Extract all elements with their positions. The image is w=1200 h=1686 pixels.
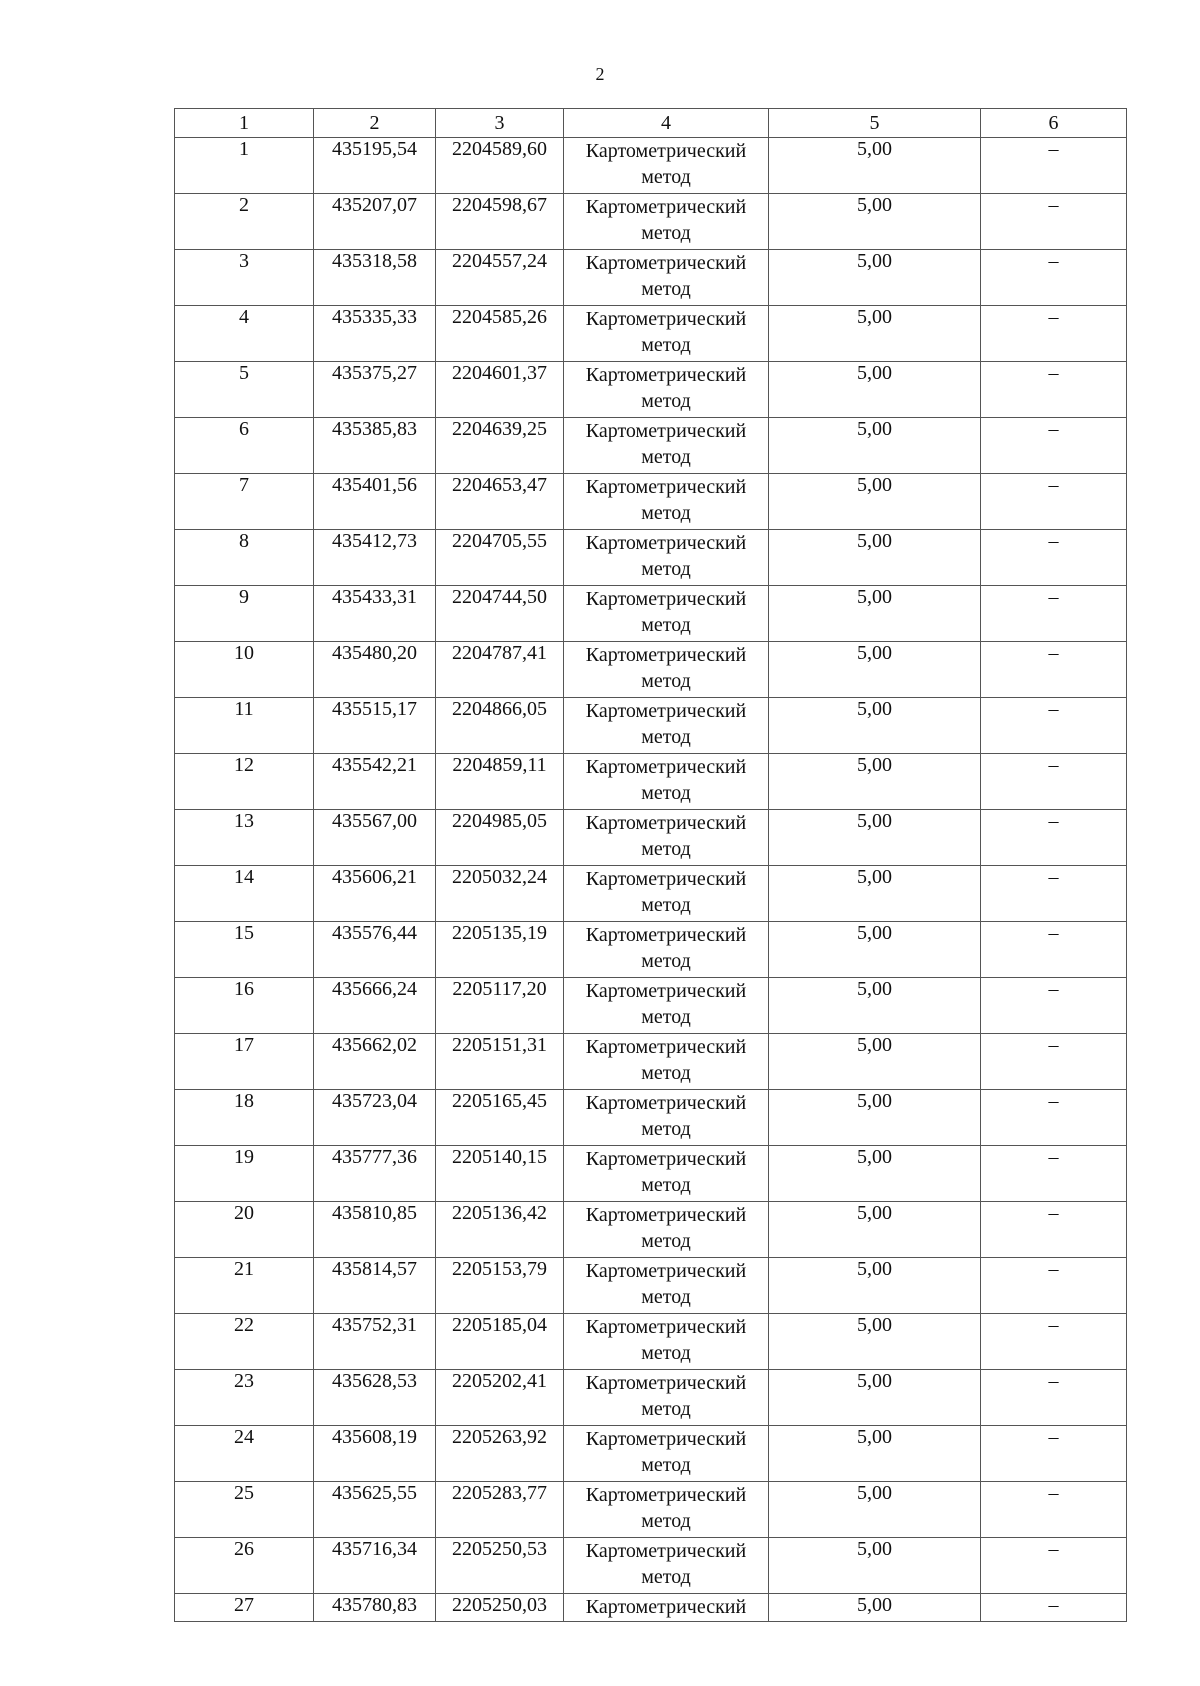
table-row [175,418,1127,474]
y-coordinate-cell: 2204639,25 [436,418,564,474]
method-cell [564,866,769,922]
table-row [175,306,1127,362]
y-coordinate-cell: 2204985,05 [436,810,564,866]
description-cell: – [981,306,1127,362]
accuracy-cell: 5,00 [769,1090,981,1146]
y-coordinate-cell: 2204787,41 [436,642,564,698]
description-cell: – [981,250,1127,306]
description-cell: – [981,1594,1127,1622]
accuracy-cell: 5,00 [769,754,981,810]
table-row [175,642,1127,698]
method-label-continued: метод [641,726,691,748]
description-cell: – [981,194,1127,250]
method-label: Картометрический [585,532,747,554]
point-number-cell: 4 [175,306,314,362]
table-row [175,1426,1127,1482]
point-number-cell: 6 [175,418,314,474]
method-cell [564,306,769,362]
accuracy-cell: 5,00 [769,1538,981,1594]
method-cell [564,642,769,698]
point-number-cell: 17 [175,1034,314,1090]
x-coordinate-cell: 435335,33 [314,306,436,362]
method-label-continued: метод [641,278,691,300]
accuracy-cell: 5,00 [769,1258,981,1314]
table-row [175,754,1127,810]
accuracy-cell: 5,00 [769,922,981,978]
method-cell [564,1146,769,1202]
method-cell [564,586,769,642]
y-coordinate-cell: 2205151,31 [436,1034,564,1090]
method-cell [564,1370,769,1426]
description-cell: – [981,1370,1127,1426]
accuracy-cell: 5,00 [769,642,981,698]
method-label: Картометрический [585,812,747,834]
description-cell: – [981,754,1127,810]
x-coordinate-cell: 435625,55 [314,1482,436,1538]
accuracy-cell: 5,00 [769,1482,981,1538]
y-coordinate-cell: 2205140,15 [436,1146,564,1202]
x-coordinate-cell: 435814,57 [314,1258,436,1314]
method-label: Картометрический [585,700,747,722]
point-number-cell: 1 [175,138,314,194]
table-row [175,922,1127,978]
column-header: 6 [981,109,1127,138]
method-cell [564,922,769,978]
x-coordinate-cell: 435542,21 [314,754,436,810]
x-coordinate-cell: 435567,00 [314,810,436,866]
table-row [175,530,1127,586]
method-label: Картометрический [585,1540,747,1562]
table-row [175,698,1127,754]
method-label-continued: метод [641,502,691,524]
description-cell: – [981,1034,1127,1090]
x-coordinate-cell: 435628,53 [314,1370,436,1426]
table-row [175,1090,1127,1146]
method-label-continued: метод [641,838,691,860]
y-coordinate-cell: 2204585,26 [436,306,564,362]
method-cell [564,362,769,418]
method-label: Картометрический [585,644,747,666]
point-number-cell: 21 [175,1258,314,1314]
table-row [175,978,1127,1034]
method-cell [564,474,769,530]
y-coordinate-cell: 2204859,11 [436,754,564,810]
method-cell [564,530,769,586]
x-coordinate-cell: 435433,31 [314,586,436,642]
method-label: Картометрический [585,1428,747,1450]
table-row [175,1314,1127,1370]
description-cell: – [981,474,1127,530]
y-coordinate-cell: 2204601,37 [436,362,564,418]
method-label-continued: метод [641,1510,691,1532]
column-header: 1 [175,109,314,138]
description-cell: – [981,362,1127,418]
y-coordinate-cell: 2205117,20 [436,978,564,1034]
description-cell: – [981,922,1127,978]
method-label: Картометрический [585,868,747,890]
x-coordinate-cell: 435207,07 [314,194,436,250]
point-number-cell: 2 [175,194,314,250]
x-coordinate-cell: 435515,17 [314,698,436,754]
column-header: 5 [769,109,981,138]
method-label: Картометрический [585,980,747,1002]
table-row [175,362,1127,418]
accuracy-cell: 5,00 [769,1202,981,1258]
method-label-continued: метод [641,894,691,916]
point-number-cell: 9 [175,586,314,642]
y-coordinate-cell: 2205153,79 [436,1258,564,1314]
point-number-cell: 11 [175,698,314,754]
x-coordinate-cell: 435777,36 [314,1146,436,1202]
method-label-continued: метод [641,446,691,468]
method-label-continued: метод [641,558,691,580]
method-label-continued: метод [641,670,691,692]
method-cell [564,1258,769,1314]
method-label-continued: метод [641,1062,691,1084]
accuracy-cell: 5,00 [769,194,981,250]
y-coordinate-cell: 2205165,45 [436,1090,564,1146]
method-cell [564,250,769,306]
method-label: Картометрический [585,588,747,610]
table-row [175,1202,1127,1258]
method-label-continued: метод [641,166,691,188]
table-row [175,194,1127,250]
method-cell [564,1034,769,1090]
table-row [175,1146,1127,1202]
table-row [175,138,1127,194]
y-coordinate-cell: 2205250,03 [436,1594,564,1622]
method-label: Картометрический [585,476,747,498]
method-label: Картометрический [585,252,747,274]
y-coordinate-cell: 2204589,60 [436,138,564,194]
method-label: Картометрический [585,1596,747,1618]
header-row [175,109,1127,138]
accuracy-cell: 5,00 [769,1370,981,1426]
x-coordinate-cell: 435666,24 [314,978,436,1034]
description-cell: – [981,698,1127,754]
method-cell [564,1314,769,1370]
description-cell: – [981,1482,1127,1538]
method-label-continued: метод [641,1342,691,1364]
x-coordinate-cell: 435385,83 [314,418,436,474]
description-cell: – [981,810,1127,866]
description-cell: – [981,642,1127,698]
y-coordinate-cell: 2204598,67 [436,194,564,250]
x-coordinate-cell: 435412,73 [314,530,436,586]
x-coordinate-cell: 435576,44 [314,922,436,978]
point-number-cell: 18 [175,1090,314,1146]
method-label-continued: метод [641,1398,691,1420]
table-header [175,109,1127,138]
method-label-continued: метод [641,614,691,636]
point-number-cell: 25 [175,1482,314,1538]
y-coordinate-cell: 2205250,53 [436,1538,564,1594]
method-cell [564,1594,769,1622]
method-label: Картометрический [585,1036,747,1058]
point-number-cell: 15 [175,922,314,978]
point-number-cell: 27 [175,1594,314,1622]
method-cell [564,138,769,194]
method-cell [564,1482,769,1538]
method-label: Картометрический [585,924,747,946]
description-cell: – [981,866,1127,922]
accuracy-cell: 5,00 [769,1034,981,1090]
method-label-continued: метод [641,1174,691,1196]
y-coordinate-cell: 2204744,50 [436,586,564,642]
method-label-continued: метод [641,1006,691,1028]
description-cell: – [981,1314,1127,1370]
method-label-continued: метод [641,950,691,972]
y-coordinate-cell: 2204557,24 [436,250,564,306]
page-number: 2 [595,64,605,84]
accuracy-cell: 5,00 [769,1314,981,1370]
y-coordinate-cell: 2204705,55 [436,530,564,586]
table-row [175,1258,1127,1314]
table-row [175,250,1127,306]
method-label: Картометрический [585,1260,747,1282]
table-row [175,810,1127,866]
method-label-continued: метод [641,1566,691,1588]
point-number-cell: 5 [175,362,314,418]
point-number-cell: 23 [175,1370,314,1426]
method-cell [564,978,769,1034]
method-label-continued: метод [641,334,691,356]
accuracy-cell: 5,00 [769,362,981,418]
accuracy-cell: 5,00 [769,530,981,586]
method-cell [564,194,769,250]
method-cell [564,1538,769,1594]
y-coordinate-cell: 2204866,05 [436,698,564,754]
method-label: Картометрический [585,1092,747,1114]
point-number-cell: 26 [175,1538,314,1594]
method-label: Картометрический [585,196,747,218]
description-cell: – [981,978,1127,1034]
y-coordinate-cell: 2205202,41 [436,1370,564,1426]
method-cell [564,1202,769,1258]
x-coordinate-cell: 435318,58 [314,250,436,306]
description-cell: – [981,586,1127,642]
x-coordinate-cell: 435752,31 [314,1314,436,1370]
y-coordinate-cell: 2205283,77 [436,1482,564,1538]
description-cell: – [981,1090,1127,1146]
point-number-cell: 22 [175,1314,314,1370]
accuracy-cell: 5,00 [769,1594,981,1622]
method-cell [564,754,769,810]
method-label: Картометрический [585,756,747,778]
method-label-continued: метод [641,222,691,244]
y-coordinate-cell: 2204653,47 [436,474,564,530]
point-number-cell: 12 [175,754,314,810]
description-cell: – [981,530,1127,586]
method-cell [564,1426,769,1482]
point-number-cell: 13 [175,810,314,866]
method-label: Картометрический [585,364,747,386]
table-row [175,1370,1127,1426]
method-label: Картометрический [585,1484,747,1506]
point-number-cell: 14 [175,866,314,922]
x-coordinate-cell: 435195,54 [314,138,436,194]
accuracy-cell: 5,00 [769,586,981,642]
method-label: Картометрический [585,1372,747,1394]
method-label-continued: метод [641,390,691,412]
coordinates-table [174,108,1127,1622]
method-label-continued: метод [641,1454,691,1476]
accuracy-cell: 5,00 [769,1146,981,1202]
column-header: 3 [436,109,564,138]
x-coordinate-cell: 435780,83 [314,1594,436,1622]
point-number-cell: 3 [175,250,314,306]
point-number-cell: 7 [175,474,314,530]
x-coordinate-cell: 435723,04 [314,1090,436,1146]
method-label: Картометрический [585,308,747,330]
accuracy-cell: 5,00 [769,474,981,530]
table-row [175,586,1127,642]
accuracy-cell: 5,00 [769,250,981,306]
y-coordinate-cell: 2205263,92 [436,1426,564,1482]
method-cell [564,810,769,866]
column-header: 2 [314,109,436,138]
accuracy-cell: 5,00 [769,810,981,866]
column-header: 4 [564,109,769,138]
x-coordinate-cell: 435375,27 [314,362,436,418]
point-number-cell: 24 [175,1426,314,1482]
x-coordinate-cell: 435401,56 [314,474,436,530]
x-coordinate-cell: 435606,21 [314,866,436,922]
method-cell [564,1090,769,1146]
description-cell: – [981,1426,1127,1482]
point-number-cell: 8 [175,530,314,586]
table-row [175,474,1127,530]
method-label-continued: метод [641,1230,691,1252]
table-row [175,866,1127,922]
description-cell: – [981,1202,1127,1258]
description-cell: – [981,1538,1127,1594]
table-body [175,138,1127,1622]
x-coordinate-cell: 435662,02 [314,1034,436,1090]
accuracy-cell: 5,00 [769,698,981,754]
method-label: Картометрический [585,1316,747,1338]
point-number-cell: 20 [175,1202,314,1258]
y-coordinate-cell: 2205136,42 [436,1202,564,1258]
description-cell: – [981,138,1127,194]
x-coordinate-cell: 435608,19 [314,1426,436,1482]
method-label: Картометрический [585,1204,747,1226]
accuracy-cell: 5,00 [769,978,981,1034]
table-row [175,1538,1127,1594]
method-label: Картометрический [585,1148,747,1170]
method-label-continued: метод [641,782,691,804]
method-cell [564,698,769,754]
description-cell: – [981,1146,1127,1202]
point-number-cell: 16 [175,978,314,1034]
method-cell [564,418,769,474]
accuracy-cell: 5,00 [769,306,981,362]
x-coordinate-cell: 435716,34 [314,1538,436,1594]
accuracy-cell: 5,00 [769,418,981,474]
table-row [175,1482,1127,1538]
table-row [175,1594,1127,1622]
x-coordinate-cell: 435480,20 [314,642,436,698]
method-label: Картометрический [585,140,747,162]
table-row [175,1034,1127,1090]
method-label: Картометрический [585,420,747,442]
accuracy-cell: 5,00 [769,866,981,922]
y-coordinate-cell: 2205032,24 [436,866,564,922]
x-coordinate-cell: 435810,85 [314,1202,436,1258]
description-cell: – [981,418,1127,474]
accuracy-cell: 5,00 [769,1426,981,1482]
point-number-cell: 10 [175,642,314,698]
y-coordinate-cell: 2205135,19 [436,922,564,978]
method-label-continued: метод [641,1118,691,1140]
description-cell: – [981,1258,1127,1314]
method-label-continued: метод [641,1286,691,1308]
point-number-cell: 19 [175,1146,314,1202]
accuracy-cell: 5,00 [769,138,981,194]
y-coordinate-cell: 2205185,04 [436,1314,564,1370]
